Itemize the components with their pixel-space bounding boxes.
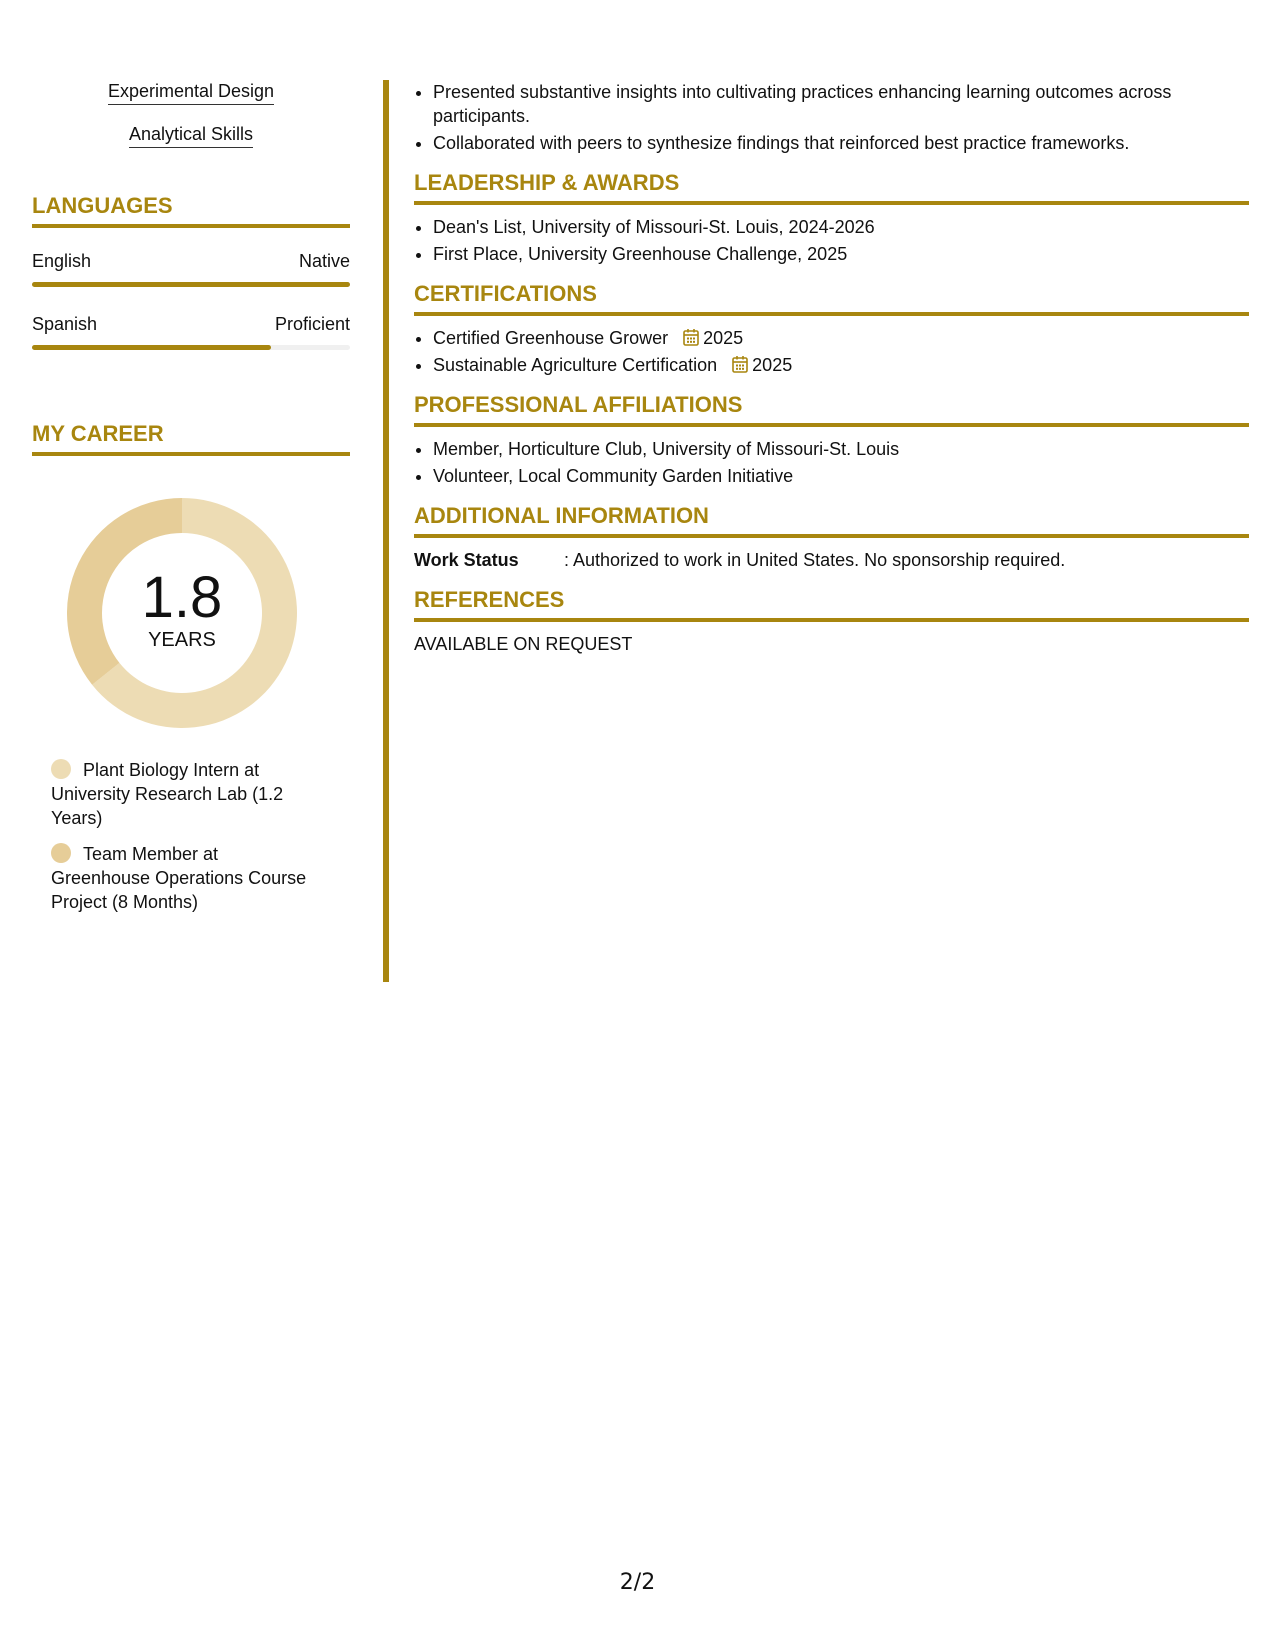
- language-level: Proficient: [274, 314, 350, 334]
- calendar-icon: [732, 355, 748, 373]
- affiliations-title: PROFESSIONAL AFFILIATIONS: [414, 391, 1249, 427]
- skill-label: Experimental Design: [108, 80, 274, 105]
- column-divider: [383, 80, 389, 982]
- additional-section: [414, 502, 1249, 572]
- career-section: [32, 420, 350, 914]
- career-total-value: 1.8: [141, 565, 223, 630]
- experience-bullet: • Collaborated with peers to synthesize findings that reinforced best practice frameworks.: [433, 131, 1249, 155]
- references-section: [414, 586, 1249, 656]
- language-bar: [32, 282, 350, 287]
- language-level: Native: [298, 251, 350, 271]
- legend-dot-icon: [51, 843, 71, 863]
- languages-title: LANGUAGES: [32, 192, 350, 228]
- languages-list: [32, 250, 350, 350]
- legend-dot-icon: [51, 759, 71, 779]
- references-text: AVAILABLE ON REQUEST: [414, 634, 633, 654]
- references-title: REFERENCES: [414, 586, 1249, 622]
- language-item: [32, 250, 350, 287]
- leadership-item: • Dean's List, University of Missouri-St. Louis, 2024-2026: [433, 215, 1249, 239]
- certification-item: [433, 326, 1249, 350]
- language-name: English: [32, 251, 92, 271]
- left-column: [32, 80, 350, 926]
- language-name: Spanish: [32, 314, 98, 334]
- legend-label: Plant Biology Intern at University Research Lab (1.2 Years): [51, 760, 284, 828]
- page-number: 2/2: [619, 1570, 656, 1595]
- donut-center: [67, 498, 297, 728]
- right-column: [414, 80, 1249, 656]
- certification-name: Sustainable Agriculture Certification: [433, 355, 718, 375]
- calendar-icon: [683, 328, 699, 346]
- career-total-unit: YEARS: [148, 629, 216, 651]
- certifications-section: [414, 280, 1249, 377]
- certifications-title: CERTIFICATIONS: [414, 280, 1249, 316]
- certification-item: [433, 353, 1249, 377]
- affiliation-item: • Volunteer, Local Community Garden Initiative: [433, 464, 1249, 488]
- leadership-title: LEADERSHIP & AWARDS: [414, 169, 1249, 205]
- language-bar-fill: [32, 282, 350, 287]
- certification-year: 2025: [703, 328, 744, 348]
- certification-name: Certified Greenhouse Grower: [433, 328, 669, 348]
- skill-tag: [32, 123, 350, 148]
- affiliation-item: • Member, Horticulture Club, University of Missouri-St. Louis: [433, 437, 1249, 461]
- additional-title: ADDITIONAL INFORMATION: [414, 502, 1249, 538]
- experience-bullets: [414, 80, 1249, 155]
- career-title: MY CAREER: [32, 420, 350, 456]
- leadership-item: • First Place, University Greenhouse Challenge, 2025: [433, 242, 1249, 266]
- work-status-label: Work Status: [414, 550, 519, 570]
- skill-label: Analytical Skills: [129, 123, 253, 148]
- language-item: [32, 313, 350, 350]
- leadership-section: [414, 169, 1249, 266]
- affiliations-section: [414, 391, 1249, 488]
- legend-item: [51, 758, 321, 830]
- career-legend: [51, 758, 321, 914]
- career-donut-chart: [67, 498, 297, 728]
- certification-year: 2025: [752, 355, 793, 375]
- legend-label: Team Member at Greenhouse Operations Course Project (8 Months): [51, 844, 307, 912]
- language-bar: [32, 345, 350, 350]
- languages-section: [32, 192, 350, 350]
- skill-tag: [32, 80, 350, 105]
- work-status-value: : Authorized to work in United States. No sponsorship required.: [564, 550, 1066, 570]
- experience-bullet: • Presented substantive insights into cultivating practices enhancing learning outcomes across participants.: [433, 80, 1249, 128]
- work-status-row: [414, 548, 1249, 572]
- legend-item: [51, 842, 321, 914]
- language-bar-fill: [32, 345, 271, 350]
